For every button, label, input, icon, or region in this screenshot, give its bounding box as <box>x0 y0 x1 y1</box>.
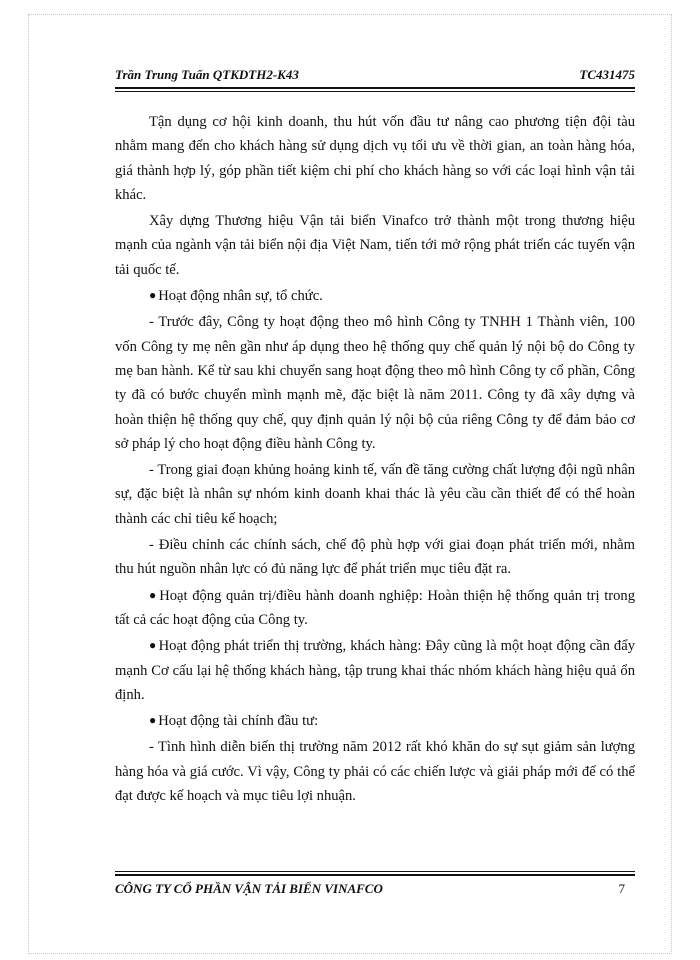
bullet-icon: ● <box>149 288 157 303</box>
bullet-item <box>115 634 635 707</box>
paragraph: - Điều chỉnh các chính sách, chế độ phù hợp với giai đoạn phát triển mới, nhằm thu hút nguồn nhân lực có đủ năng lực để phát triển mục tiêu đặt ra. <box>115 537 635 578</box>
header-rule-thin <box>115 91 635 92</box>
page-header <box>115 64 635 86</box>
header-author: Trần Trung Tuấn QTKDTH2-K43 <box>115 67 299 82</box>
footer-rule <box>115 874 635 876</box>
bullet-item <box>115 709 635 733</box>
bullet-text: Hoạt động tài chính đầu tư: <box>158 713 319 730</box>
bullet-icon: ● <box>149 638 157 653</box>
bullet-icon: ● <box>149 713 157 728</box>
page-number: 7 <box>618 881 625 896</box>
paragraph: Xây dựng Thương hiệu Vận tải biển Vinafco trở thành một trong thương hiệu mạnh của ngành vận tải biển nội địa Việt Nam, tiến tới mở rộng phát triển các tuyến vận tải quốc tế. <box>115 213 635 278</box>
bullet-text: Hoạt động phát triển thị trường, khách hàng: Đây cũng là một hoạt động cần đẩy mạnh Cơ cấu lại hệ thống khách hàng, tập trung khai thác nhóm khách hàng hiệu quả ổn định. <box>115 638 636 703</box>
paragraph: - Trong giai đoạn khủng hoảng kinh tế, vấn đề tăng cường chất lượng đội ngũ nhân sự, đặc biệt là nhân sự nhóm kinh doanh khai thác là yêu cầu cần thiết để có thể hoàn thành các chỉ tiêu kế hoạch; <box>115 462 635 527</box>
header-rule <box>115 87 635 89</box>
footer-rule-thin <box>115 871 635 872</box>
paragraph: Tận dụng cơ hội kinh doanh, thu hút vốn đầu tư nâng cao phương tiện đội tàu nhằm mang đến cho khách hàng sử dụng dịch vụ tối ưu về thời gian, an toàn hàng hóa, giá thành hợp lý, góp phần tiết kiệm chi phí cho khách hàng so với các loại hình vận tải khác. <box>115 114 635 203</box>
footer-company: CÔNG TY CỔ PHẦN VẬN TẢI BIỂN VINAFCO <box>115 881 383 896</box>
bullet-text: Hoạt động quản trị/điều hành doanh nghiệp: Hoàn thiện hệ thống quản trị trong tất cả các hoạt động của Công ty. <box>115 587 635 628</box>
page-footer <box>115 878 635 900</box>
paragraph: - Trước đây, Công ty hoạt động theo mô hình Công ty TNHH 1 Thành viên, 100 vốn Công ty mẹ nên gần như áp dụng theo hệ thống quy chế quản lý nội bộ do Công ty mẹ ban hành. Kể từ sau khi chuyển sang hoạt động theo mô hình Công ty cổ phần, Công ty đã có bước chuyển mình mạnh mẽ, đặc biệt là năm 2011. Công ty đã xây dựng và hoàn thiện hệ thống quy chế, quy định quản lý nội bộ của riêng Công ty để đảm bảo cơ sở pháp lý cho hoạt động điều hành Công ty. <box>115 314 635 452</box>
body-content <box>115 110 635 810</box>
bullet-icon: ● <box>149 587 158 602</box>
paragraph: - Tình hình diễn biến thị trường năm 2012 rất khó khăn do sự sụt giảm sản lượng hàng hóa và giá cước. Vì vậy, Công ty phải có các chiến lược và giải pháp mới để có thể đạt được kế hoạch và mục tiêu lợi nhuận. <box>115 739 635 805</box>
bullet-item <box>115 584 635 633</box>
header-code: TC431475 <box>579 67 635 82</box>
bullet-item <box>115 284 635 308</box>
bullet-text: Hoạt động nhân sự, tổ chức. <box>158 288 323 305</box>
